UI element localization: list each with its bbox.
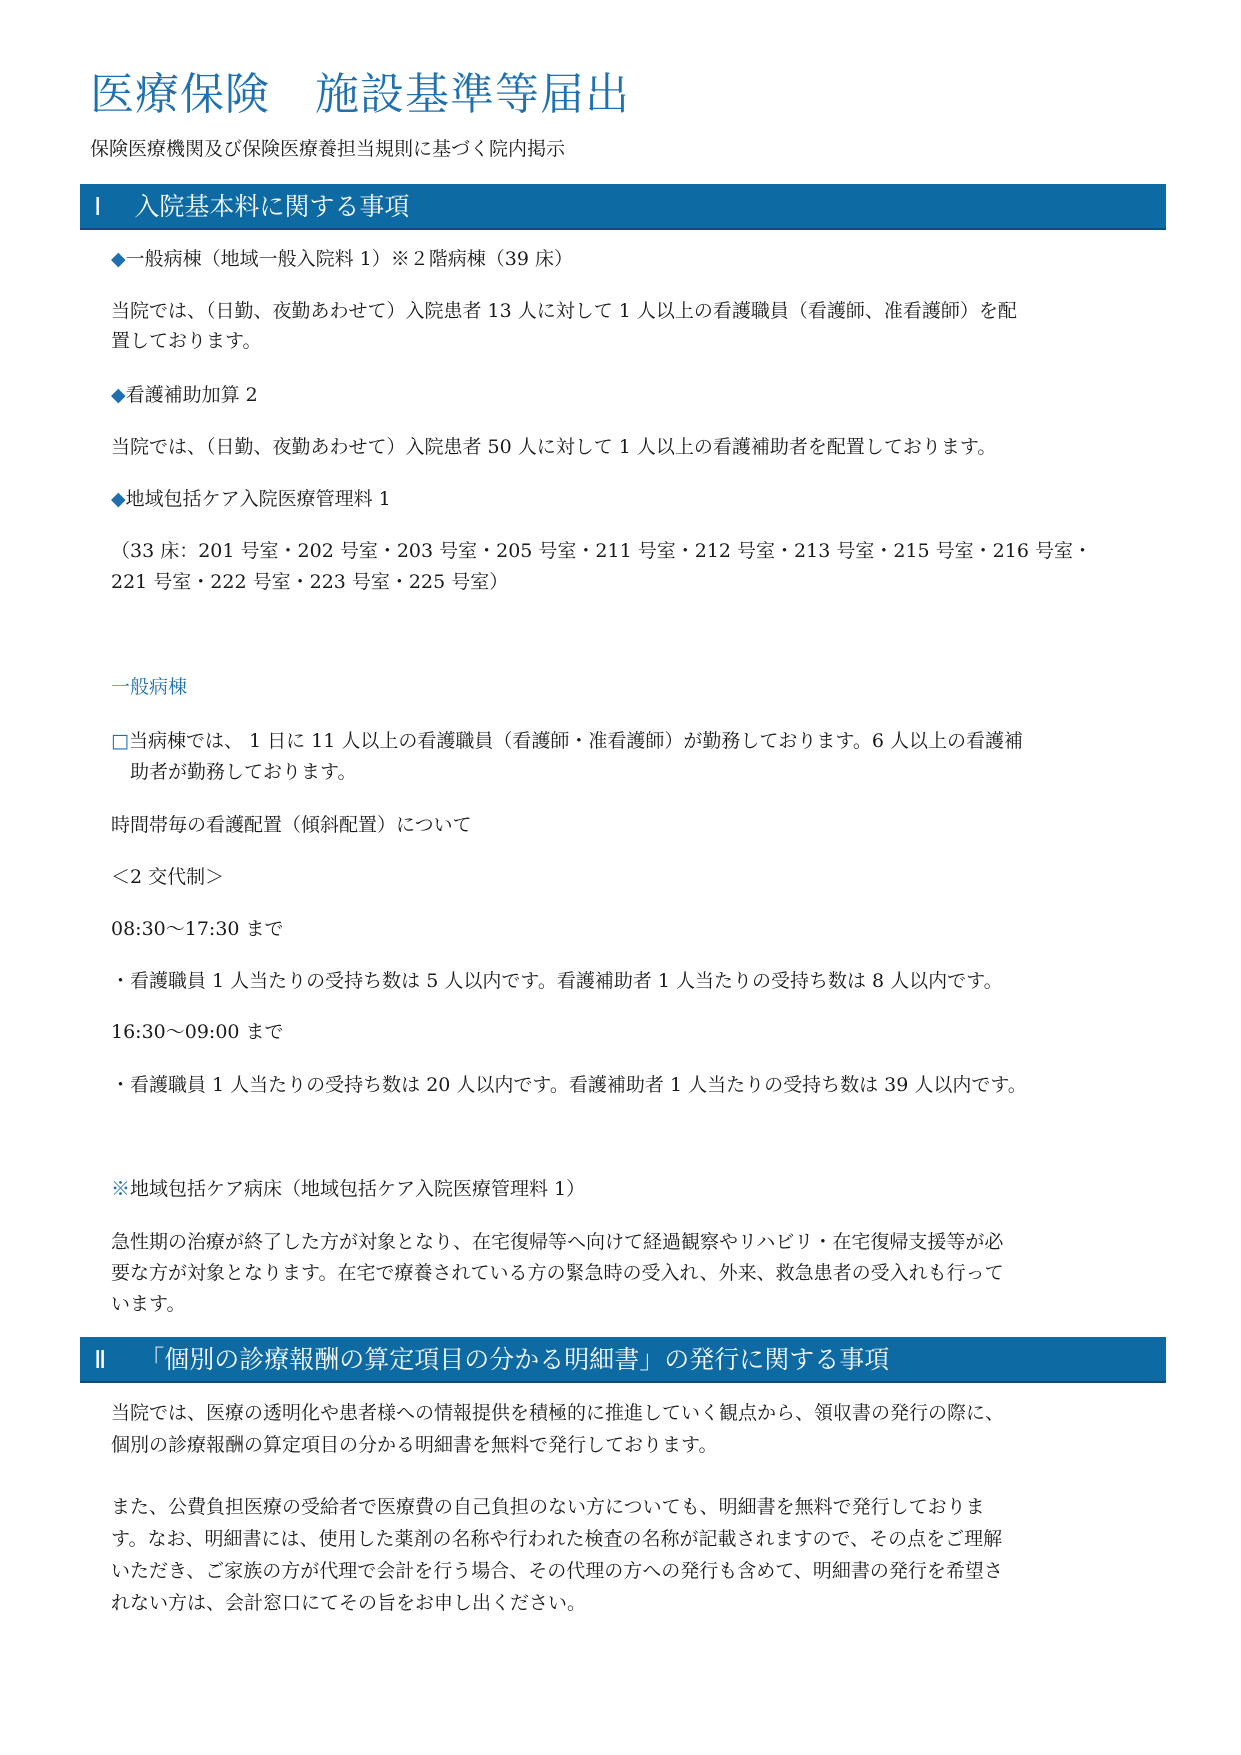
checkbox-icon: □ <box>111 730 129 752</box>
shift-time: 08:30～17:30 まで <box>111 918 284 940</box>
paragraph-line: 急性期の治療が終了した方が対象となり、在宅復帰等へ向けて経過観察やリハビリ・在宅復帰支援等が必 <box>111 1231 1004 1253</box>
paragraph-line: 要な方が対象となります。在宅で療養されている方の緊急時の受入れ、外来、救急患者の受入れも行って <box>111 1262 1004 1284</box>
paragraph-line: また、公費負担医療の受給者で医療費の自己負担のない方についても、明細書を無料で発行しておりま <box>111 1496 985 1518</box>
reference-mark: ※ <box>111 1178 131 1200</box>
shift-time: 16:30～09:00 まで <box>111 1021 284 1043</box>
item-nursing-aide <box>111 380 1161 410</box>
item-community-care <box>111 484 1161 514</box>
paragraph-line: いただき、ご家族の方が代理で会計を行う場合、その代理の方への発行も含めて、明細書の発行を希望さ <box>111 1560 1003 1582</box>
paragraph-line: れない方は、会計窓口にてその旨をお申し出ください。 <box>111 1592 587 1614</box>
paragraph-line: 個別の診療報酬の算定項目の分かる明細書を無料で発行しております。 <box>111 1434 718 1456</box>
room-list-line: （33 床：201 号室・202 号室・203 号室・205 号室・211 号室・212 号室・213 号室・215 号室・216 号室・ <box>111 540 1092 562</box>
ward-staffing-line: □当病棟では、 1 日に 11 人以上の看護職員（看護師・准看護師）が勤務しております。6 人以上の看護補 <box>111 730 1023 752</box>
paragraph-line: 当院では、（日勤、夜勤あわせて）入院患者 50 人に対して 1 人以上の看護補助者を配置しております。 <box>111 436 997 458</box>
shift-text: ・看護職員 1 人当たりの受持ち数は 20 人以内です。看護補助者 1 人当たりの受持ち数は 39 人以内です。 <box>111 1074 1027 1096</box>
diamond-icon: ◆ <box>111 488 126 510</box>
paragraph-line: 当院では、（日勤、夜勤あわせて）入院患者 13 人に対して 1 人以上の看護職員（看護師、准看護師）を配 <box>111 300 1017 322</box>
paragraph-line: す。なお、明細書には、使用した薬剤の名称や行われた検査の名称が記載されますので、その点をご理解 <box>111 1528 1003 1550</box>
paragraph-line: 助者が勤務しております。 <box>130 761 357 783</box>
paragraph-line: 置しております。 <box>111 330 262 352</box>
room-list-line: 221 号室・222 号室・223 号室・225 号室） <box>111 571 509 593</box>
item-general-ward <box>111 244 1161 274</box>
section-2-heading: Ⅱ 「個別の診療報酬の算定項目の分かる明細書」の発行に関する事項 <box>80 1337 1166 1383</box>
item-label: 一般病棟（地域一般入院料 1）※２階病棟（39 床） <box>125 248 573 270</box>
staffing-heading: 時間帯毎の看護配置（傾斜配置）について <box>111 814 472 836</box>
page-title: 医療保険 施設基準等届出 <box>90 69 630 120</box>
shift-text: ・看護職員 1 人当たりの受持ち数は 5 人以内です。看護補助者 1 人当たりの受持ち数は 8 人以内です。 <box>111 970 1003 992</box>
shift-type: ＜2 交代制＞ <box>111 866 225 888</box>
care-heading: ※地域包括ケア病床（地域包括ケア入院医療管理料 1） <box>111 1178 586 1200</box>
item-label: 看護補助加算 2 <box>125 384 258 406</box>
item-label: 地域包括ケア入院医療管理料 1 <box>125 488 391 510</box>
paragraph-line: います。 <box>111 1293 186 1315</box>
page-subtitle: 保険医療機関及び保険医療養担当規則に基づく院内掲示 <box>90 138 566 160</box>
diamond-icon: ◆ <box>111 384 126 406</box>
ward-heading: 一般病棟 <box>111 676 188 698</box>
section-1-heading: Ⅰ 入院基本料に関する事項 <box>80 184 1166 230</box>
paragraph-line: 当院では、医療の透明化や患者様への情報提供を積極的に推進していく観点から、領収書の発行の際に、 <box>111 1402 1005 1424</box>
diamond-icon: ◆ <box>111 248 126 270</box>
